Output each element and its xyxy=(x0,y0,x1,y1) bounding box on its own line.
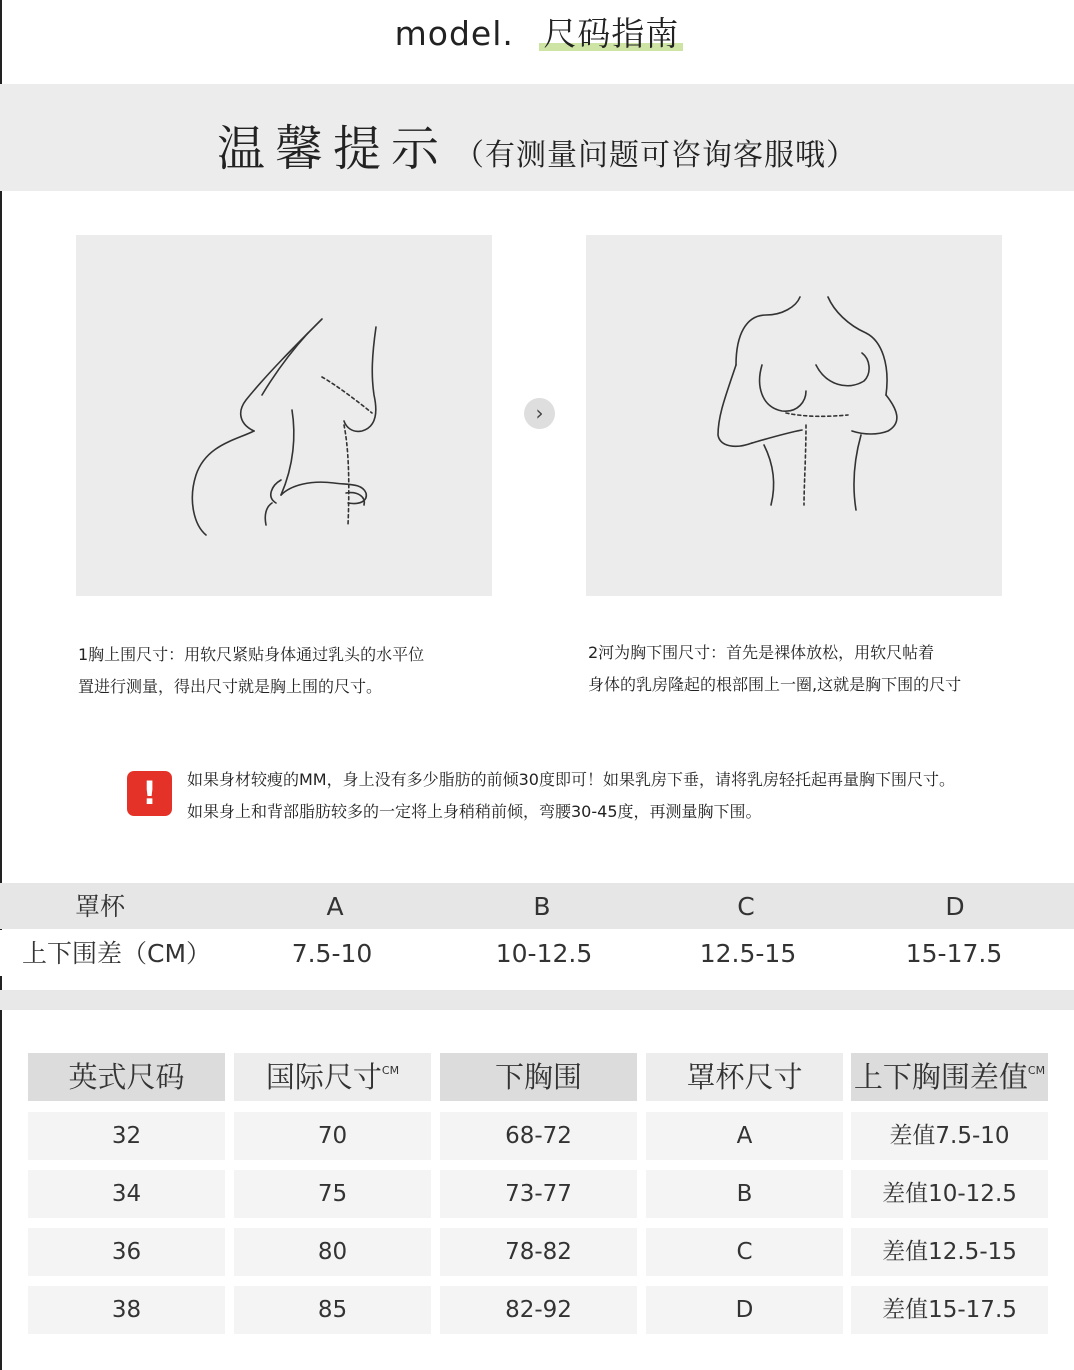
size-cell-bust-diff: 差值10-12.5 xyxy=(851,1170,1048,1218)
page-left-border xyxy=(0,0,2,1370)
page-header xyxy=(0,8,1074,55)
size-cell-intl-size: 80 xyxy=(234,1228,431,1276)
under-bust-illustration xyxy=(586,235,1002,596)
caption-line: 置进行测量，得出尺寸就是胸上围的尺寸。 xyxy=(78,677,383,696)
cup-table-diff-row xyxy=(0,930,1074,976)
header-cup-size: 罩杯尺寸 xyxy=(646,1053,843,1101)
cup-a: A xyxy=(326,892,344,921)
diff-a: 7.5-10 xyxy=(291,939,373,968)
section-divider xyxy=(0,990,1074,1010)
size-cell-cup-size: B xyxy=(646,1170,843,1218)
tip-subtitle: （有测量问题可咨询客服哦） xyxy=(454,138,858,173)
exclamation-icon: ! xyxy=(127,771,172,816)
warning-line: 如果身上和背部脂肪较多的一定将上身稍稍前倾，弯腰30-45度，再测量胸下围。 xyxy=(187,802,762,821)
size-cell-underbust: 78-82 xyxy=(440,1228,637,1276)
caption-line: 2河为胸下围尺寸：首先是裸体放松，用软尺帖着 xyxy=(588,643,935,662)
cup-d: D xyxy=(945,892,965,921)
cup-c: C xyxy=(737,892,755,921)
size-cell-cup-size: A xyxy=(646,1112,843,1160)
brand-name: model. xyxy=(394,14,514,53)
size-cell-uk-size: 38 xyxy=(28,1286,225,1334)
tip-title: 温馨提示 xyxy=(216,121,449,177)
size-cell-underbust: 82-92 xyxy=(440,1286,637,1334)
size-cell-cup-size: D xyxy=(646,1286,843,1334)
warning-line: 如果身材较瘦的MM，身上没有多少脂肪的前倾30度即可！如果乳房下垂，请将乳房轻托起再量胸下围尺寸。 xyxy=(187,770,955,789)
cup-b: B xyxy=(533,892,551,921)
size-cell-bust-diff: 差值12.5-15 xyxy=(851,1228,1048,1276)
header-bust-diff xyxy=(851,1053,1048,1101)
size-cell-bust-diff: 差值15-17.5 xyxy=(851,1286,1048,1334)
size-cell-intl-size: 75 xyxy=(234,1170,431,1218)
under-bust-figure xyxy=(586,235,1002,596)
upper-bust-illustration xyxy=(76,235,492,596)
upper-bust-caption xyxy=(78,639,488,703)
diff-d: 15-17.5 xyxy=(905,939,1003,968)
size-cell-uk-size: 34 xyxy=(28,1170,225,1218)
size-cell-intl-size: 70 xyxy=(234,1112,431,1160)
header-diff-label: 上下胸围差值 xyxy=(853,1060,1028,1094)
diff-b: 10-12.5 xyxy=(495,939,593,968)
tip-heading xyxy=(0,110,1074,179)
size-cell-cup-size: C xyxy=(646,1228,843,1276)
caption-line: 身体的乳房隆起的根部围上一圈,这就是胸下围的尺寸 xyxy=(588,675,962,694)
size-cell-bust-diff: 差值7.5-10 xyxy=(851,1112,1048,1160)
page-title: 尺码指南 xyxy=(543,14,680,53)
size-cell-uk-size: 32 xyxy=(28,1112,225,1160)
caption-line: 1胸上围尺寸：用软尺紧贴身体通过乳头的水平位 xyxy=(78,645,425,664)
under-bust-caption xyxy=(588,637,998,701)
warning-note xyxy=(187,764,1047,828)
header-uk-size: 英式尺码 xyxy=(28,1053,225,1101)
size-cell-intl-size: 85 xyxy=(234,1286,431,1334)
unit-cm: CM xyxy=(381,1064,400,1077)
size-cell-uk-size: 36 xyxy=(28,1228,225,1276)
cup-label: 罩杯 xyxy=(74,892,125,921)
size-cell-underbust: 73-77 xyxy=(440,1170,637,1218)
chevron-right-icon[interactable]: › xyxy=(524,398,555,429)
diff-c: 12.5-15 xyxy=(699,939,797,968)
header-intl-size xyxy=(234,1053,431,1101)
unit-cm: CM xyxy=(1027,1064,1046,1077)
size-cell-underbust: 68-72 xyxy=(440,1112,637,1160)
header-intl-label: 国际尺寸 xyxy=(265,1060,382,1094)
upper-bust-figure xyxy=(76,235,492,596)
diff-label: 上下围差（CM） xyxy=(22,939,212,968)
cup-table-header-row xyxy=(0,883,1074,929)
header-underbust: 下胸围 xyxy=(440,1053,637,1101)
